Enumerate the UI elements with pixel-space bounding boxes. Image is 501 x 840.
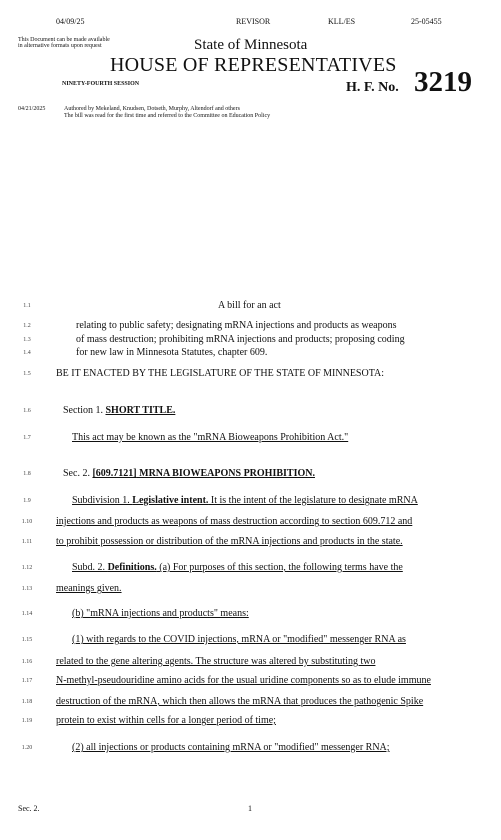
line-number: 1.18 — [21, 699, 33, 705]
line-number: 1.1 — [23, 303, 31, 309]
bill-line — [56, 696, 423, 707]
action-authors: Authored by Mekeland, Knudsen, Dotseth, Murphy, Altendorf and others — [64, 106, 240, 112]
bill-line — [56, 715, 276, 726]
availability-note-line-1: This Document can be made available — [18, 37, 110, 43]
line-number: 1.16 — [21, 659, 33, 665]
bill-line — [72, 495, 418, 506]
bill-text-run: Subd. 2. — [72, 562, 108, 573]
line-number: 1.19 — [21, 718, 33, 724]
bill-text-run: to prohibit possession or distribution of the mRNA injections and products in the state. — [56, 536, 403, 547]
bill-text-run: [609.7121] — [92, 468, 137, 479]
bill-text-run: of mass destruction; prohibiting mRNA injections and products; proposing coding — [76, 334, 405, 345]
bill-text-run: injections and products as weapons of mass destruction according to section 609.712 and — [56, 516, 413, 527]
bill-line — [76, 334, 405, 345]
line-number: 1.9 — [23, 498, 31, 504]
bill-line — [63, 405, 175, 416]
bill-text-run: Definitions. — [107, 562, 157, 573]
bill-text-run: It is the intent of the legislature to designate mRNA — [208, 495, 418, 506]
bill-line — [72, 608, 249, 619]
action-referral: The bill was read for the first time and referred to the Committee on Education Policy — [64, 113, 271, 119]
bill-text-run: (2) all injections or products containing mRNA or "modified" messenger RNA; — [72, 742, 390, 753]
bill-line — [72, 742, 390, 753]
bill-line — [63, 468, 315, 479]
bill-line — [76, 320, 397, 331]
header-office: REVISOR — [236, 17, 271, 26]
session-label: NINETY-FOURTH SESSION — [62, 81, 140, 87]
line-number: 1.15 — [21, 637, 33, 643]
line-number: 1.7 — [23, 435, 31, 441]
header-doc-id: 25-05455 — [411, 17, 442, 26]
bill-text-run: meanings given. — [56, 583, 122, 594]
bill-line — [72, 432, 348, 443]
bill-line — [72, 634, 406, 645]
footer-page-number: 1 — [248, 804, 252, 813]
header-initials: KLL/ES — [328, 17, 356, 26]
bill-text-run: destruction of the mRNA, which then allows the mRNA that produces the pathogenic Spike — [56, 696, 424, 707]
header-date: 04/09/25 — [56, 17, 85, 26]
bill-text-run: Section 1. — [63, 405, 106, 416]
hf-number: 3219 — [414, 66, 472, 98]
line-number: 1.4 — [23, 350, 31, 356]
bill-line — [56, 583, 122, 594]
line-number: 1.11 — [21, 539, 33, 545]
line-number: 1.5 — [23, 371, 31, 377]
bill-text-run: related to the gene altering agents. The structure was altered by substituting two — [56, 656, 376, 667]
bill-line — [76, 347, 267, 358]
line-number: 1.20 — [21, 745, 33, 751]
state-title: State of Minnesota — [194, 37, 308, 53]
bill-line — [56, 536, 403, 547]
availability-note-line-2: in alternative formats upon request — [18, 43, 102, 49]
bill-text-run: (b) "mRNA injections and products" means: — [72, 608, 249, 619]
action-date: 04/21/2025 — [18, 106, 46, 112]
line-number: 1.3 — [23, 337, 31, 343]
bill-line — [56, 656, 375, 667]
bill-text-run: relating to public safety; designating mRNA injections and products as weapons — [76, 320, 397, 331]
bill-text-run: BE IT ENACTED BY THE LEGISLATURE OF THE STATE OF MINNESOTA: — [56, 368, 385, 379]
line-number: 1.10 — [21, 519, 33, 525]
bill-text-run: A bill for an act — [218, 300, 281, 311]
line-number: 1.6 — [23, 408, 31, 414]
bill-text-run: Subdivision 1. — [72, 495, 133, 506]
bill-text-run: Sec. 2. — [63, 468, 93, 479]
line-number: 1.2 — [23, 323, 31, 329]
bill-text-run: Legislative intent. — [132, 495, 209, 506]
house-title: HOUSE OF REPRESENTATIVES — [110, 54, 397, 76]
bill-text-run: (a) For purposes of this section, the following terms have the — [156, 562, 403, 573]
line-number: 1.14 — [21, 611, 33, 617]
bill-text-run: MRNA BIOWEAPONS PROHIBITION. — [136, 468, 315, 479]
footer-section: Sec. 2. — [18, 804, 40, 813]
bill-text-run: (1) with regards to the COVID injections, mRNA or "modified" messenger RNA as — [72, 634, 406, 645]
bill-line — [56, 675, 431, 686]
bill-text-run: N-methyl-pseudouridine amino acids for the usual uridine components so as to elude immune — [56, 675, 431, 686]
bill-text-run: protein to exist within cells for a longer period of time; — [56, 715, 276, 726]
bill-line — [56, 368, 384, 379]
bill-text-run: This act may be known as the "mRNA Bioweapons Prohibition Act." — [72, 432, 349, 443]
bill-line — [72, 562, 403, 573]
bill-text-run: SHORT TITLE. — [105, 405, 176, 416]
line-number: 1.17 — [21, 678, 33, 684]
hf-label: H. F. No. — [346, 80, 399, 95]
bill-text-run: for new law in Minnesota Statutes, chapter 609. — [76, 347, 268, 358]
line-number: 1.12 — [21, 565, 33, 571]
bill-line — [218, 300, 281, 311]
bill-line — [56, 516, 412, 527]
line-number: 1.8 — [23, 471, 31, 477]
line-number: 1.13 — [21, 586, 33, 592]
